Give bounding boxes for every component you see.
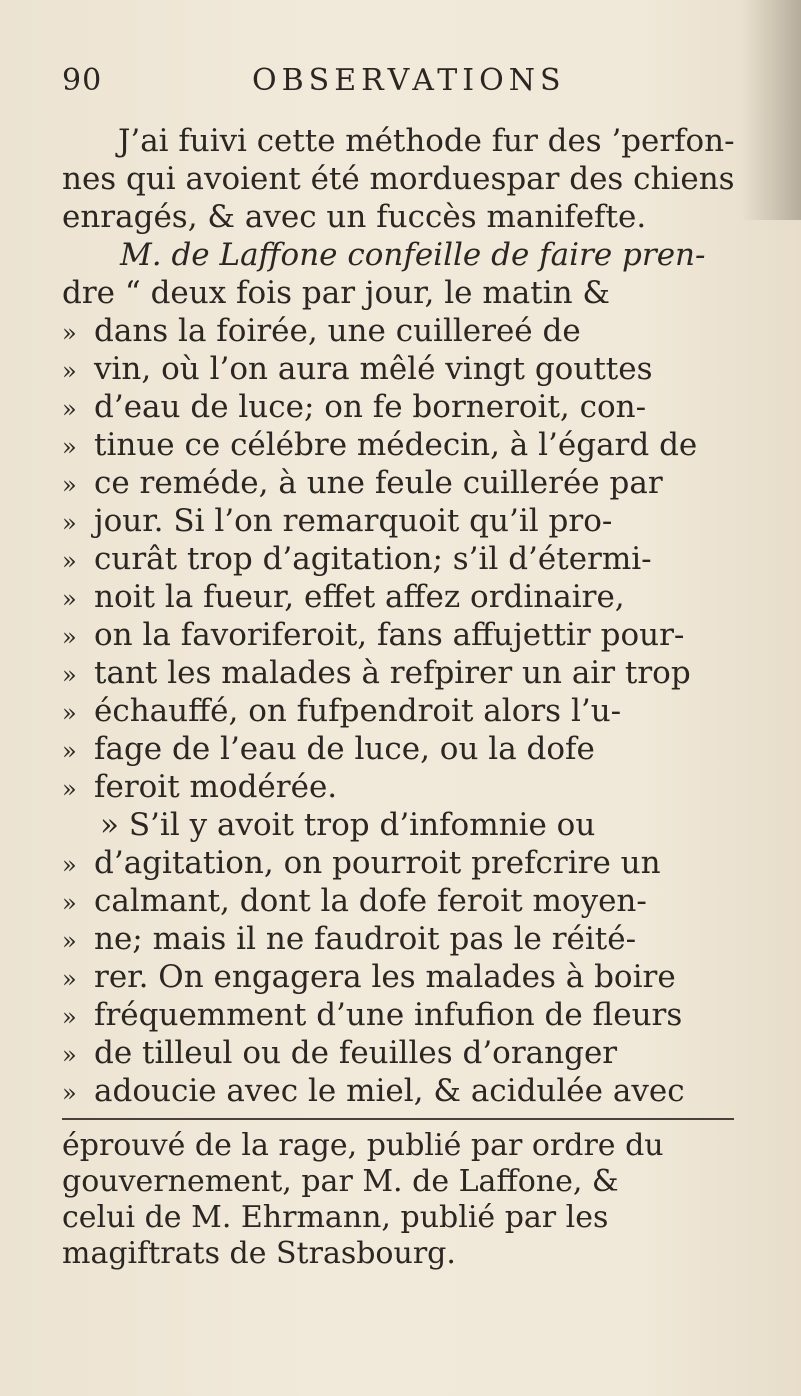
text-line: » on la favoriferoit, fans affujettir pour- <box>62 616 684 656</box>
footnote-line: magiftrats de Strasbourg. <box>62 1236 456 1271</box>
page-number: 90 <box>62 63 103 98</box>
text-line: M. de Laffone confeille de faire pren- <box>120 237 706 273</box>
quote-mark: » <box>62 1079 77 1107</box>
text-line: » vin, où l’on aura mêlé vingt gouttes <box>62 350 652 390</box>
page-edge-shadow <box>741 0 801 220</box>
quote-mark: » <box>62 661 77 689</box>
quote-mark: » <box>62 1041 77 1069</box>
footnote-rule <box>62 1118 734 1120</box>
text-line: » ne; mais il ne faudroit pas le réité- <box>62 920 636 960</box>
page-header <box>62 62 702 102</box>
quote-mark: » <box>62 889 77 917</box>
text-line: » dans la foirée, une cuillereé de <box>62 312 581 352</box>
quote-mark: » <box>62 775 77 803</box>
text-line: dre “ deux fois par jour, le matin & <box>62 275 611 311</box>
text-line: enragés, & avec un fuccès manifefte. <box>62 199 647 235</box>
quote-mark: » <box>62 319 77 347</box>
quote-mark: » <box>62 471 77 499</box>
text-line: » fréquemment d’une infufion de fleurs <box>62 996 682 1036</box>
text-line: » d’agitation, on pourroit prefcrire un <box>62 844 661 884</box>
text-line: » noit la fueur, effet affez ordinaire, <box>62 578 625 618</box>
text-line: » S’il y avoit trop d’infomnie ou <box>100 807 596 843</box>
quote-mark: » <box>62 737 77 765</box>
text-line: » rer. On engagera les malades à boire <box>62 958 676 998</box>
quote-mark: » <box>62 623 77 651</box>
text-line: » tant les malades à refpirer un air trop <box>62 654 691 694</box>
quote-mark: » <box>62 699 77 727</box>
footnote-line: celui de M. Ehrmann, publié par les <box>62 1200 609 1235</box>
quote-mark: » <box>62 851 77 879</box>
text-line: » curât trop d’agitation; s’il d’étermi- <box>62 540 652 580</box>
text-line: » jour. Si l’on remarquoit qu’il pro- <box>62 502 612 542</box>
text-line: » de tilleul ou de feuilles d’oranger <box>62 1034 617 1074</box>
quote-mark: » <box>62 509 77 537</box>
text-line: » feroit modérée. <box>62 768 337 808</box>
text-line: nes qui avoient été morduespar des chiens <box>62 161 735 197</box>
quote-mark: » <box>62 965 77 993</box>
text-line: » calmant, dont la dofe feroit moyen- <box>62 882 647 922</box>
footnote-line: gouvernement, par M. de Laffone, & <box>62 1164 619 1199</box>
quote-mark: » <box>62 927 77 955</box>
text-line: » ce reméde, à une feule cuillerée par <box>62 464 663 504</box>
footnote-line: éprouvé de la rage, publié par ordre du <box>62 1128 664 1163</box>
text-line: J’ai fuivi cette méthode fur des ’perfon- <box>118 123 735 159</box>
quote-mark: » <box>62 1003 77 1031</box>
quote-mark: » <box>62 395 77 423</box>
quote-mark: » <box>62 585 77 613</box>
quote-mark: » <box>62 547 77 575</box>
text-line: » fage de l’eau de luce, ou la dofe <box>62 730 595 770</box>
running-head: OBSERVATIONS <box>252 63 566 98</box>
text-line: » tinue ce célébre médecin, à l’égard de <box>62 426 697 466</box>
text-line: » échauffé, on fufpendroit alors l’u- <box>62 692 621 732</box>
text-line: » adoucie avec le miel, & acidulée avec <box>62 1072 685 1112</box>
text-line: » d’eau de luce; on fe borneroit, con- <box>62 388 646 428</box>
quote-mark: » <box>62 357 77 385</box>
quote-mark: » <box>62 433 77 461</box>
